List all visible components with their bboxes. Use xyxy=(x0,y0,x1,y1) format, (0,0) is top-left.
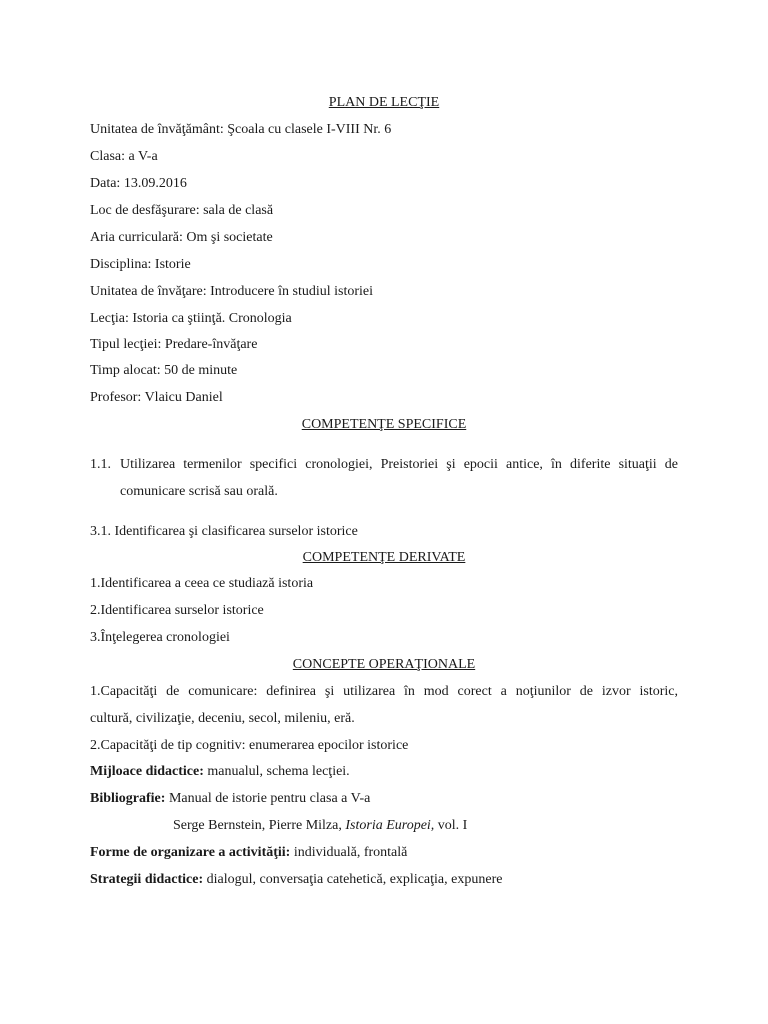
info-clasa: Clasa: a V-a xyxy=(90,149,158,164)
bibliografie-ref-2 xyxy=(173,817,467,835)
concepte-heading: CONCEPTE OPERAŢIONALE xyxy=(292,657,476,672)
forme-label: Forme de organizare a activităţii: xyxy=(90,845,291,860)
info-unitate: Unitatea de învăţământ: Şcoala cu clasele I-VIII Nr. 6 xyxy=(90,122,392,137)
mijloace-label: Mijloace didactice: xyxy=(90,764,204,779)
competente-specifice-heading: COMPETENŢE SPECIFICE xyxy=(301,417,467,432)
competenta-derivata-1: 1.Identificarea a ceea ce studiază istoria xyxy=(90,576,314,591)
competenta-1-1-continuation: comunicare scrisă sau orală. xyxy=(120,484,278,499)
bibliografie-label: Bibliografie: xyxy=(90,791,166,806)
info-loc: Loc de desfăşurare: sala de clasă xyxy=(90,203,274,218)
competenta-1-1 xyxy=(90,456,678,474)
bibliografie-value: Manual de istorie pentru clasa a V-a xyxy=(165,791,371,806)
document-title: PLAN DE LECŢIE xyxy=(328,95,440,110)
concept-2: 2.Capacităţi de tip cognitiv: enumerarea epocilor istorice xyxy=(90,738,409,753)
mijloace-value: manualul, schema lecţiei. xyxy=(203,764,350,779)
mijloace-didactice xyxy=(90,763,350,781)
bibliografie-ref-2-title: Istoria Europei, xyxy=(345,818,435,833)
strategii-didactice xyxy=(90,871,502,889)
concept-1: 1.Capacităţi de comunicare: definirea şi utilizarea în mod corect a noţiunilor de izvor istoric, xyxy=(90,684,678,699)
info-tipul: Tipul lecţiei: Predare-învăţare xyxy=(90,337,258,352)
bibliografie-ref-2-volume: vol. I xyxy=(434,818,468,833)
strategii-value: dialogul, conversaţia catehetică, explicaţia, expunere xyxy=(203,872,503,887)
info-aria: Aria curriculară: Om şi societate xyxy=(90,230,273,245)
competente-derivate-heading: COMPETENŢE DERIVATE xyxy=(302,550,466,565)
strategii-label: Strategii didactice: xyxy=(90,872,204,887)
info-lectia: Lecţia: Istoria ca ştiinţă. Cronologia xyxy=(90,311,292,326)
competenta-3-1: 3.1. Identificarea şi clasificarea surselor istorice xyxy=(90,524,358,539)
competenta-derivata-3: 3.Înţelegerea cronologiei xyxy=(90,630,230,645)
competenta-1-1-text: Utilizarea termenilor specifici cronologiei, Preistoriei şi epocii antice, în diferite situaţii de xyxy=(120,457,678,472)
concept-1-continuation: cultură, civilizaţie, deceniu, secol, mileniu, eră. xyxy=(90,711,355,726)
info-disciplina: Disciplina: Istorie xyxy=(90,257,191,272)
info-unitate-invatare: Unitatea de învăţare: Introducere în studiul istoriei xyxy=(90,284,374,299)
info-profesor: Profesor: Vlaicu Daniel xyxy=(90,390,223,405)
info-timp: Timp alocat: 50 de minute xyxy=(90,363,238,378)
forme-organizare xyxy=(90,844,407,862)
competenta-1-1-number: 1.1. xyxy=(90,457,111,472)
info-data: Data: 13.09.2016 xyxy=(90,176,187,191)
bibliografie xyxy=(90,790,370,808)
bibliografie-ref-2-authors: Serge Bernstein, Pierre Milza, xyxy=(173,818,346,833)
competenta-derivata-2: 2.Identificarea surselor istorice xyxy=(90,603,264,618)
forme-value: individuală, frontală xyxy=(290,845,408,860)
